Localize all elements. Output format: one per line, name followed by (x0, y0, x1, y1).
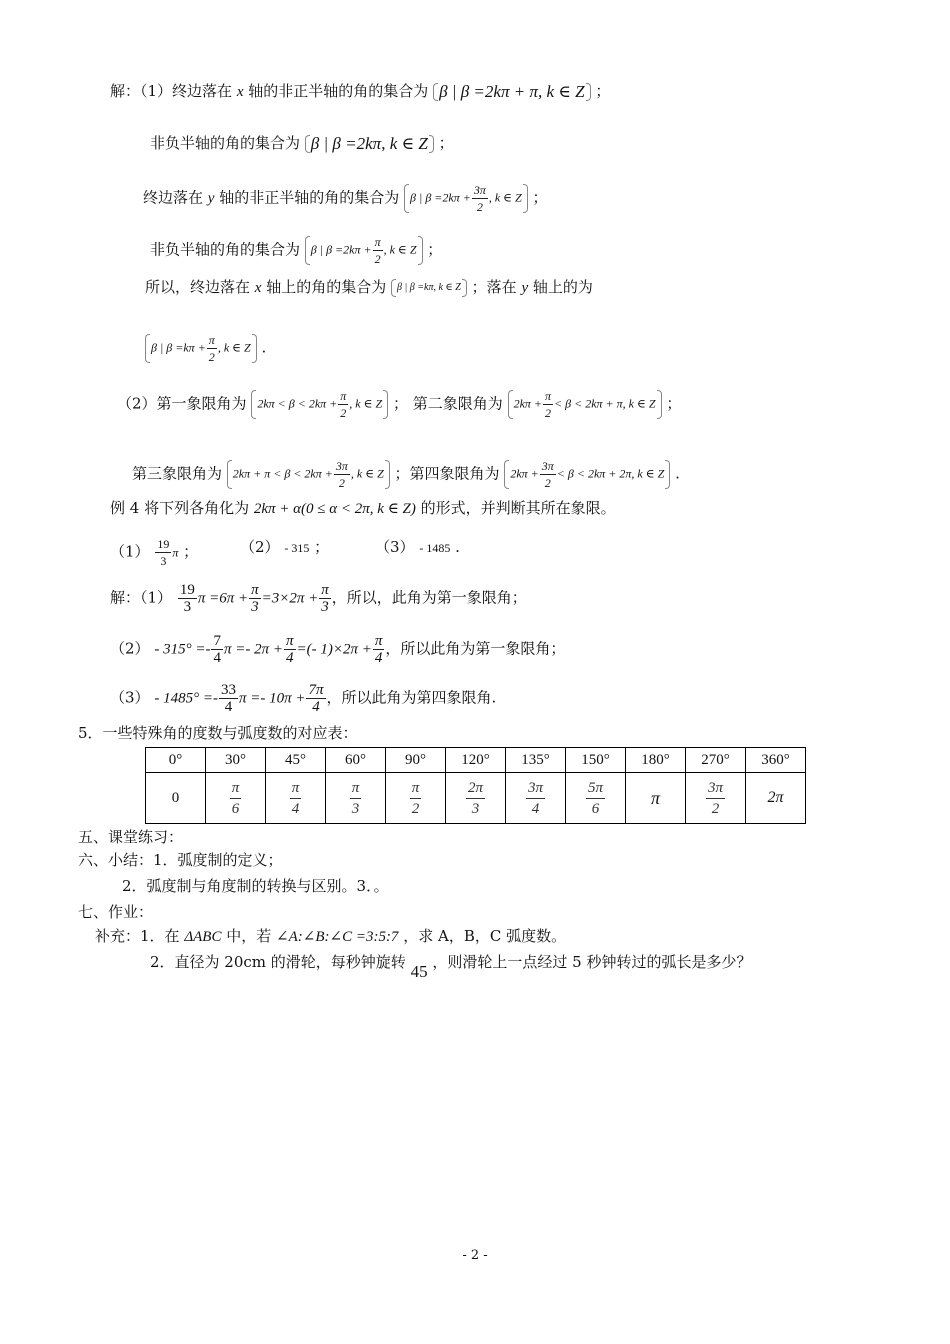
text: 补充：1．在 (95, 927, 180, 945)
text: ，所以，此角为第一象限角； (331, 588, 527, 607)
numerator: π (350, 778, 362, 799)
quadrant-line-1 (117, 388, 681, 421)
fraction (373, 633, 385, 666)
fraction (338, 388, 348, 421)
text: 中，若 (226, 927, 272, 945)
text: ；落在 (471, 278, 517, 296)
text: π =- 2π + (223, 641, 283, 658)
numerator: 3π (541, 459, 554, 473)
denominator: 4 (291, 800, 300, 817)
text: 轴的非正半轴的角的集合为 (248, 82, 429, 100)
degree-cell: 30° (206, 748, 266, 773)
fraction (178, 582, 197, 615)
numerator: 3π (473, 183, 486, 197)
formula: 2kπ + α(0 ≤ α < 2π, k ∈ Z) (253, 501, 416, 517)
numerator: π (340, 389, 347, 403)
text: , k ∈ Z (350, 466, 384, 481)
denominator: 3 (160, 554, 167, 568)
numerator: 7 (213, 633, 221, 649)
numerator: 3π (335, 459, 348, 473)
radian-cell: 2π (746, 773, 806, 824)
numerator: π (251, 582, 259, 598)
angle-conversion-table (145, 747, 806, 824)
fraction (211, 633, 223, 666)
solution-line-2 (150, 132, 454, 155)
text: ； (183, 542, 199, 561)
fraction (410, 778, 422, 819)
set-expression (305, 234, 423, 267)
set-expression: β | β =2kπ + π, k ∈ Z (433, 81, 590, 103)
value: 45 (410, 962, 428, 981)
text: 轴上的为 (532, 278, 593, 296)
text: 轴的非正半轴的角的集合为 (219, 188, 400, 207)
denominator: 2 (411, 800, 420, 817)
radian-cell (266, 773, 326, 824)
var-y: y (521, 280, 529, 296)
radian-cell (206, 773, 266, 824)
degree-cell: 90° (386, 748, 446, 773)
denominator: 2 (544, 476, 551, 490)
numerator: 19 (157, 537, 170, 551)
example-4-heading (110, 497, 616, 520)
denominator: 3 (183, 599, 192, 615)
numerator: π (290, 778, 302, 799)
example-4-solution-1 (110, 582, 527, 615)
text: 终边落在 (143, 188, 204, 207)
fraction (543, 388, 553, 421)
set-expression (251, 388, 388, 421)
text: =(- 1)×2π + (296, 641, 372, 658)
fraction (249, 582, 261, 615)
set-expression (145, 332, 257, 365)
denominator: 4 (531, 800, 540, 817)
text: ； (392, 394, 408, 413)
fraction (290, 778, 302, 819)
radian-row (146, 773, 806, 824)
numerator: 7π (308, 682, 324, 698)
text: 第三象限角为 (132, 464, 223, 483)
text: 2kπ + (510, 466, 539, 481)
page-number: - 2 - (462, 1248, 488, 1263)
text: - 1485° =- (154, 690, 218, 707)
degree-cell: 60° (326, 748, 386, 773)
denominator: 6 (231, 800, 240, 817)
section-5-heading: 5．一些特殊角的度数与弧度数的对应表： (78, 724, 358, 742)
text: - 315° =- (154, 641, 211, 658)
numerator: π (230, 778, 242, 799)
section-seven-heading: 七、作业： (78, 903, 154, 921)
fraction (219, 682, 238, 715)
text: < β < 2kπ + π, k ∈ Z (554, 396, 656, 411)
section-six-heading: 六、小结：1．弧度制的定义； (78, 851, 283, 869)
text: π =- 10π + (238, 690, 306, 707)
denominator: 2 (711, 800, 720, 817)
radian-cell (566, 773, 626, 824)
text: 2kπ < β < 2kπ + (257, 396, 338, 411)
example-4-problem-1 (110, 536, 198, 569)
fraction (526, 778, 545, 819)
radian-cell (446, 773, 506, 824)
fraction (586, 778, 605, 819)
numerator: 2π (466, 778, 485, 799)
text: 的形式，并判断其所在象限。 (420, 499, 616, 517)
text: 所以，终边落在 (145, 278, 251, 296)
fraction (155, 536, 171, 569)
radian-cell: 0 (146, 773, 206, 824)
denominator: 2 (338, 476, 345, 490)
text: β | β =kπ + (151, 340, 206, 355)
text: （3） (110, 688, 150, 707)
text: ； (427, 240, 443, 259)
radian-cell (506, 773, 566, 824)
example-4-solution-3 (110, 682, 496, 715)
degree-cell: 45° (266, 748, 326, 773)
fraction (207, 332, 217, 365)
text: π (172, 545, 179, 560)
var-y: y (207, 190, 215, 207)
text: ； (595, 82, 611, 100)
fraction (230, 778, 242, 819)
degree-cell: 360° (746, 748, 806, 773)
text: 第二象限角为 (412, 394, 503, 413)
denominator: 3 (471, 800, 480, 817)
example-4-problem-2 (240, 536, 329, 559)
denominator: 2 (208, 350, 215, 364)
value: - 315 (284, 541, 310, 555)
homework-item-1 (95, 925, 566, 948)
degree-cell: 135° (506, 748, 566, 773)
denominator: 4 (224, 699, 233, 715)
text: （3） (375, 538, 415, 556)
quadrant-line-2 (132, 458, 680, 491)
denominator: 2 (476, 200, 483, 214)
denominator: 4 (213, 650, 221, 666)
fraction (284, 633, 296, 666)
text: ，所以此角为第四象限角. (326, 688, 497, 707)
denominator: 3 (351, 800, 360, 817)
denominator: 6 (591, 800, 600, 817)
numerator: π (410, 778, 422, 799)
text: . (455, 538, 460, 556)
solution-line-4 (150, 234, 442, 267)
fraction (706, 778, 725, 819)
denominator: 2 (545, 406, 551, 420)
fraction (540, 458, 556, 491)
text: 解：（1）终边落在 (110, 82, 233, 100)
fraction (466, 778, 485, 819)
var-x: x (254, 280, 262, 296)
example-4-problem-3 (375, 536, 460, 559)
text: ，求 A，B，C 弧度数。 (403, 927, 567, 945)
text: （2）第一象限角为 (117, 394, 247, 413)
fraction (306, 682, 325, 715)
text: 非负半轴的角的集合为 (150, 134, 301, 152)
denominator: 3 (321, 599, 329, 615)
ratio: ∠A:∠B:∠C =3:5:7 (276, 929, 399, 945)
text: （2） (110, 639, 150, 658)
text: < β < 2kπ + 2π, k ∈ Z (556, 466, 665, 481)
text: , k ∈ Z (488, 190, 522, 205)
radian-cell (326, 773, 386, 824)
numerator: π (374, 633, 383, 649)
triangle: ΔABC (184, 929, 222, 945)
section-six-item-2: 2．弧度制与角度制的转换与区别。3．。 (122, 877, 389, 895)
var-x: x (236, 84, 244, 100)
numerator: 5π (586, 778, 605, 799)
text: ； (532, 188, 548, 207)
solution-line-1 (110, 80, 610, 103)
text: , k ∈ Z (349, 396, 383, 411)
text: π =6π + (197, 590, 249, 607)
degree-cell: 180° (626, 748, 686, 773)
set-expression: β | β =2kπ, k ∈ Z (305, 133, 434, 155)
value: - 1485 (419, 541, 451, 555)
set-expression (508, 388, 662, 421)
text: 非负半轴的角的集合为 (150, 240, 301, 259)
text: 2．直径为 20cm 的滑轮，每秒钟旋转 (150, 953, 406, 971)
text: （2） (240, 538, 280, 556)
numerator: 19 (179, 582, 195, 598)
text: , k ∈ Z (383, 242, 417, 257)
fraction (472, 182, 488, 215)
set-expression (504, 458, 670, 491)
text: , k ∈ Z (217, 340, 251, 355)
text: ； (314, 538, 330, 556)
set-expression: β | β =kπ, k ∈ Z (391, 277, 467, 299)
homework-item-2 (150, 951, 752, 981)
denominator: 3 (251, 599, 259, 615)
fraction (334, 458, 350, 491)
numerator: 3π (706, 778, 725, 799)
text: . (675, 464, 680, 483)
degree-cell: 270° (686, 748, 746, 773)
section-five-heading: 五、课堂练习： (78, 828, 184, 846)
text: 2kπ + π < β < 2kπ + (232, 466, 333, 481)
numerator: 3π (526, 778, 545, 799)
degree-row (146, 748, 806, 773)
text: β | β =2kπ + (310, 242, 372, 257)
text: ；第四象限角为 (394, 464, 500, 483)
numerator: 33 (220, 682, 236, 698)
degree-cell: 0° (146, 748, 206, 773)
numerator: π (285, 633, 294, 649)
text: ； (666, 394, 682, 413)
radian-cell (386, 773, 446, 824)
radian-cell (686, 773, 746, 824)
solution-line-6 (145, 332, 266, 365)
set-expression (404, 182, 528, 215)
text: 例 4 将下列各角化为 (110, 499, 250, 517)
text: 2kπ + (513, 396, 542, 411)
solution-line-3 (143, 182, 548, 215)
denominator: 4 (285, 650, 294, 666)
solution-line-5 (145, 276, 593, 299)
numerator: π (545, 389, 552, 403)
text: =3×2π + (261, 590, 319, 607)
denominator: 2 (340, 406, 347, 420)
fraction (373, 234, 383, 267)
degree-cell: 150° (566, 748, 626, 773)
text: ； (438, 134, 454, 152)
example-4-solution-2 (110, 633, 565, 666)
text: （1） (110, 542, 150, 561)
fraction (319, 582, 331, 615)
numerator: π (374, 235, 381, 249)
text: 解：（1） (110, 588, 173, 607)
set-expression (227, 458, 390, 491)
text: β | β =2kπ + (410, 190, 471, 205)
text: 轴上的角的集合为 (266, 278, 387, 296)
text: ，则滑轮上一点经过 5 秒钟转过的弧长是多少？ (432, 953, 752, 971)
text: ，所以此角为第一象限角； (385, 639, 566, 658)
radian-cell: π (626, 773, 686, 824)
fraction (350, 778, 362, 819)
text: . (261, 338, 267, 357)
numerator: π (208, 333, 215, 347)
denominator: 4 (312, 699, 320, 715)
denominator: 2 (374, 252, 381, 266)
denominator: 4 (374, 650, 383, 666)
numerator: π (321, 582, 329, 598)
degree-cell: 120° (446, 748, 506, 773)
